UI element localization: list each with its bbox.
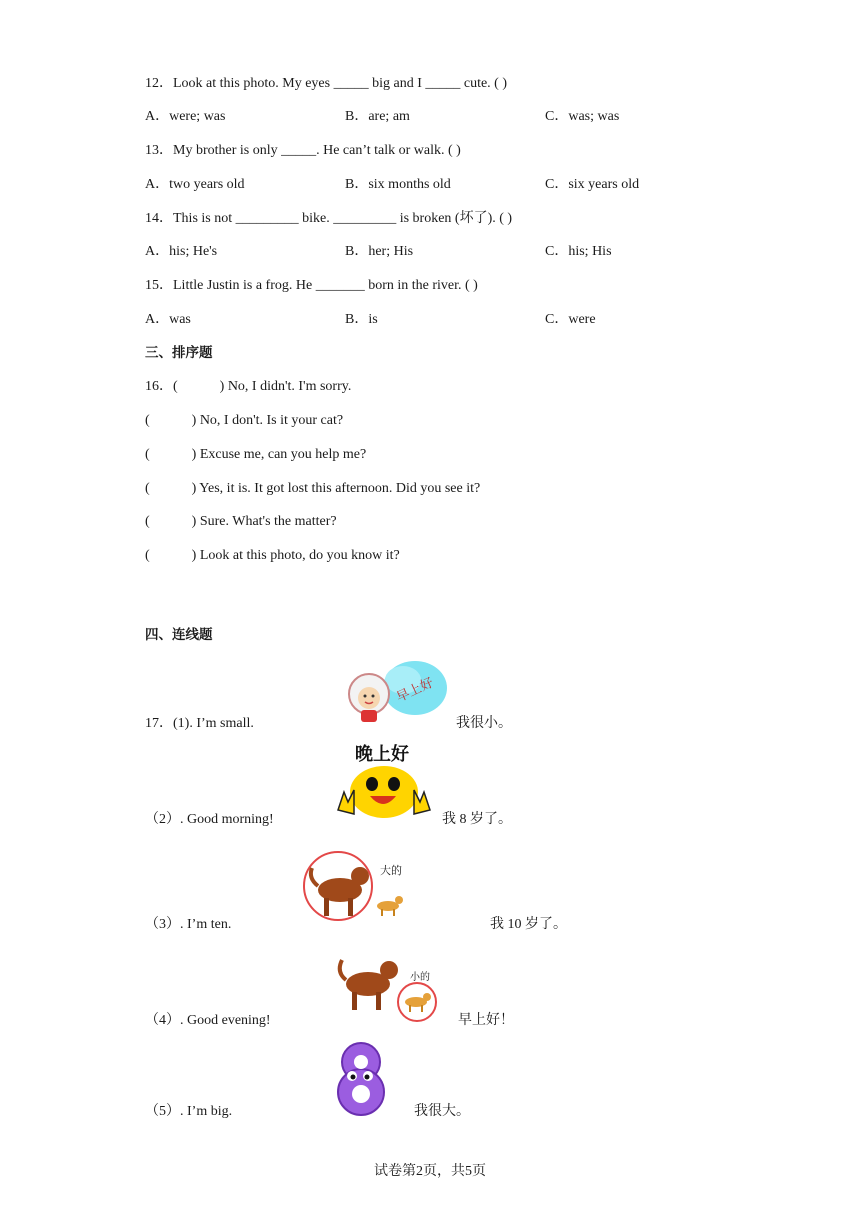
match-right-1: 我很小。 (456, 716, 512, 731)
good-morning-picture (345, 658, 450, 726)
order-line-2: ( ) No, I don't. Is it your cat? (145, 413, 344, 428)
q14-option-b: B．her; His (345, 244, 414, 259)
q13-option-b: B．six months old (345, 177, 451, 192)
match-right-4: 早上好！ (458, 1013, 514, 1028)
match-left-4: （4）. Good evening! (145, 1013, 271, 1028)
section4-title: 四、连线题 (145, 627, 213, 643)
q12-option-a: A．were; was (145, 109, 226, 124)
order-line-4: ( ) Yes, it is. It got lost this afternoon. Did you see it? (145, 481, 481, 496)
good-evening-picture (334, 740, 434, 822)
order-line-5: ( ) Sure. What's the matter? (145, 514, 337, 529)
q14-option-a: A．his; He's (145, 244, 218, 259)
order-line-3: ( ) Excuse me, can you help me? (145, 447, 367, 462)
small-label: 小的 (410, 972, 430, 983)
good-morning-label: 早上好 (394, 675, 437, 706)
q15-option-b: B．is (345, 312, 378, 327)
q12-stem: 12．Look at this photo. My eyes _____ big and I _____ cute. ( ) (145, 76, 508, 91)
q14-option-c: C．his; His (545, 244, 612, 259)
match-left-5: （5）. I’m big. (145, 1104, 233, 1119)
q13-option-a: A．two years old (145, 177, 245, 192)
q12-option-c: C．was; was (545, 109, 620, 124)
q12-option-b: B．are; am (345, 109, 410, 124)
number-eight-picture (322, 1040, 400, 1116)
match-left-1: 17．(1). I’m small. (145, 716, 254, 731)
match-right-5: 我很大。 (414, 1104, 470, 1119)
match-left-3: （3）. I’m ten. (145, 917, 232, 932)
match-right-2: 我 8 岁了。 (442, 812, 512, 827)
good-evening-label: 晚上好 (355, 744, 409, 765)
small-dog-picture (334, 952, 442, 1024)
match-right-3: 我 10 岁了。 (490, 917, 567, 932)
order-line-6: ( ) Look at this photo, do you know it? (145, 548, 400, 563)
q15-option-c: C．were (545, 312, 596, 327)
q15-option-a: A．was (145, 312, 191, 327)
page-footer: 试卷第2页，共5页 (374, 1164, 486, 1179)
q14-stem: 14．This is not _________ bike. _________ is broken (坏了). ( ) (145, 211, 513, 226)
q13-stem: 13．My brother is only _____. He can’t talk or walk. ( ) (145, 143, 461, 158)
section3-title: 三、排序题 (145, 345, 213, 361)
q15-stem: 15．Little Justin is a frog. He _______ born in the river. ( ) (145, 278, 478, 293)
q13-option-c: C．six years old (545, 177, 640, 192)
order-line-1: 16．( ) No, I didn't. I'm sorry. (145, 379, 352, 394)
big-label: 大的 (380, 864, 402, 877)
match-left-2: （2）. Good morning! (145, 812, 274, 827)
big-dog-picture (302, 848, 414, 926)
